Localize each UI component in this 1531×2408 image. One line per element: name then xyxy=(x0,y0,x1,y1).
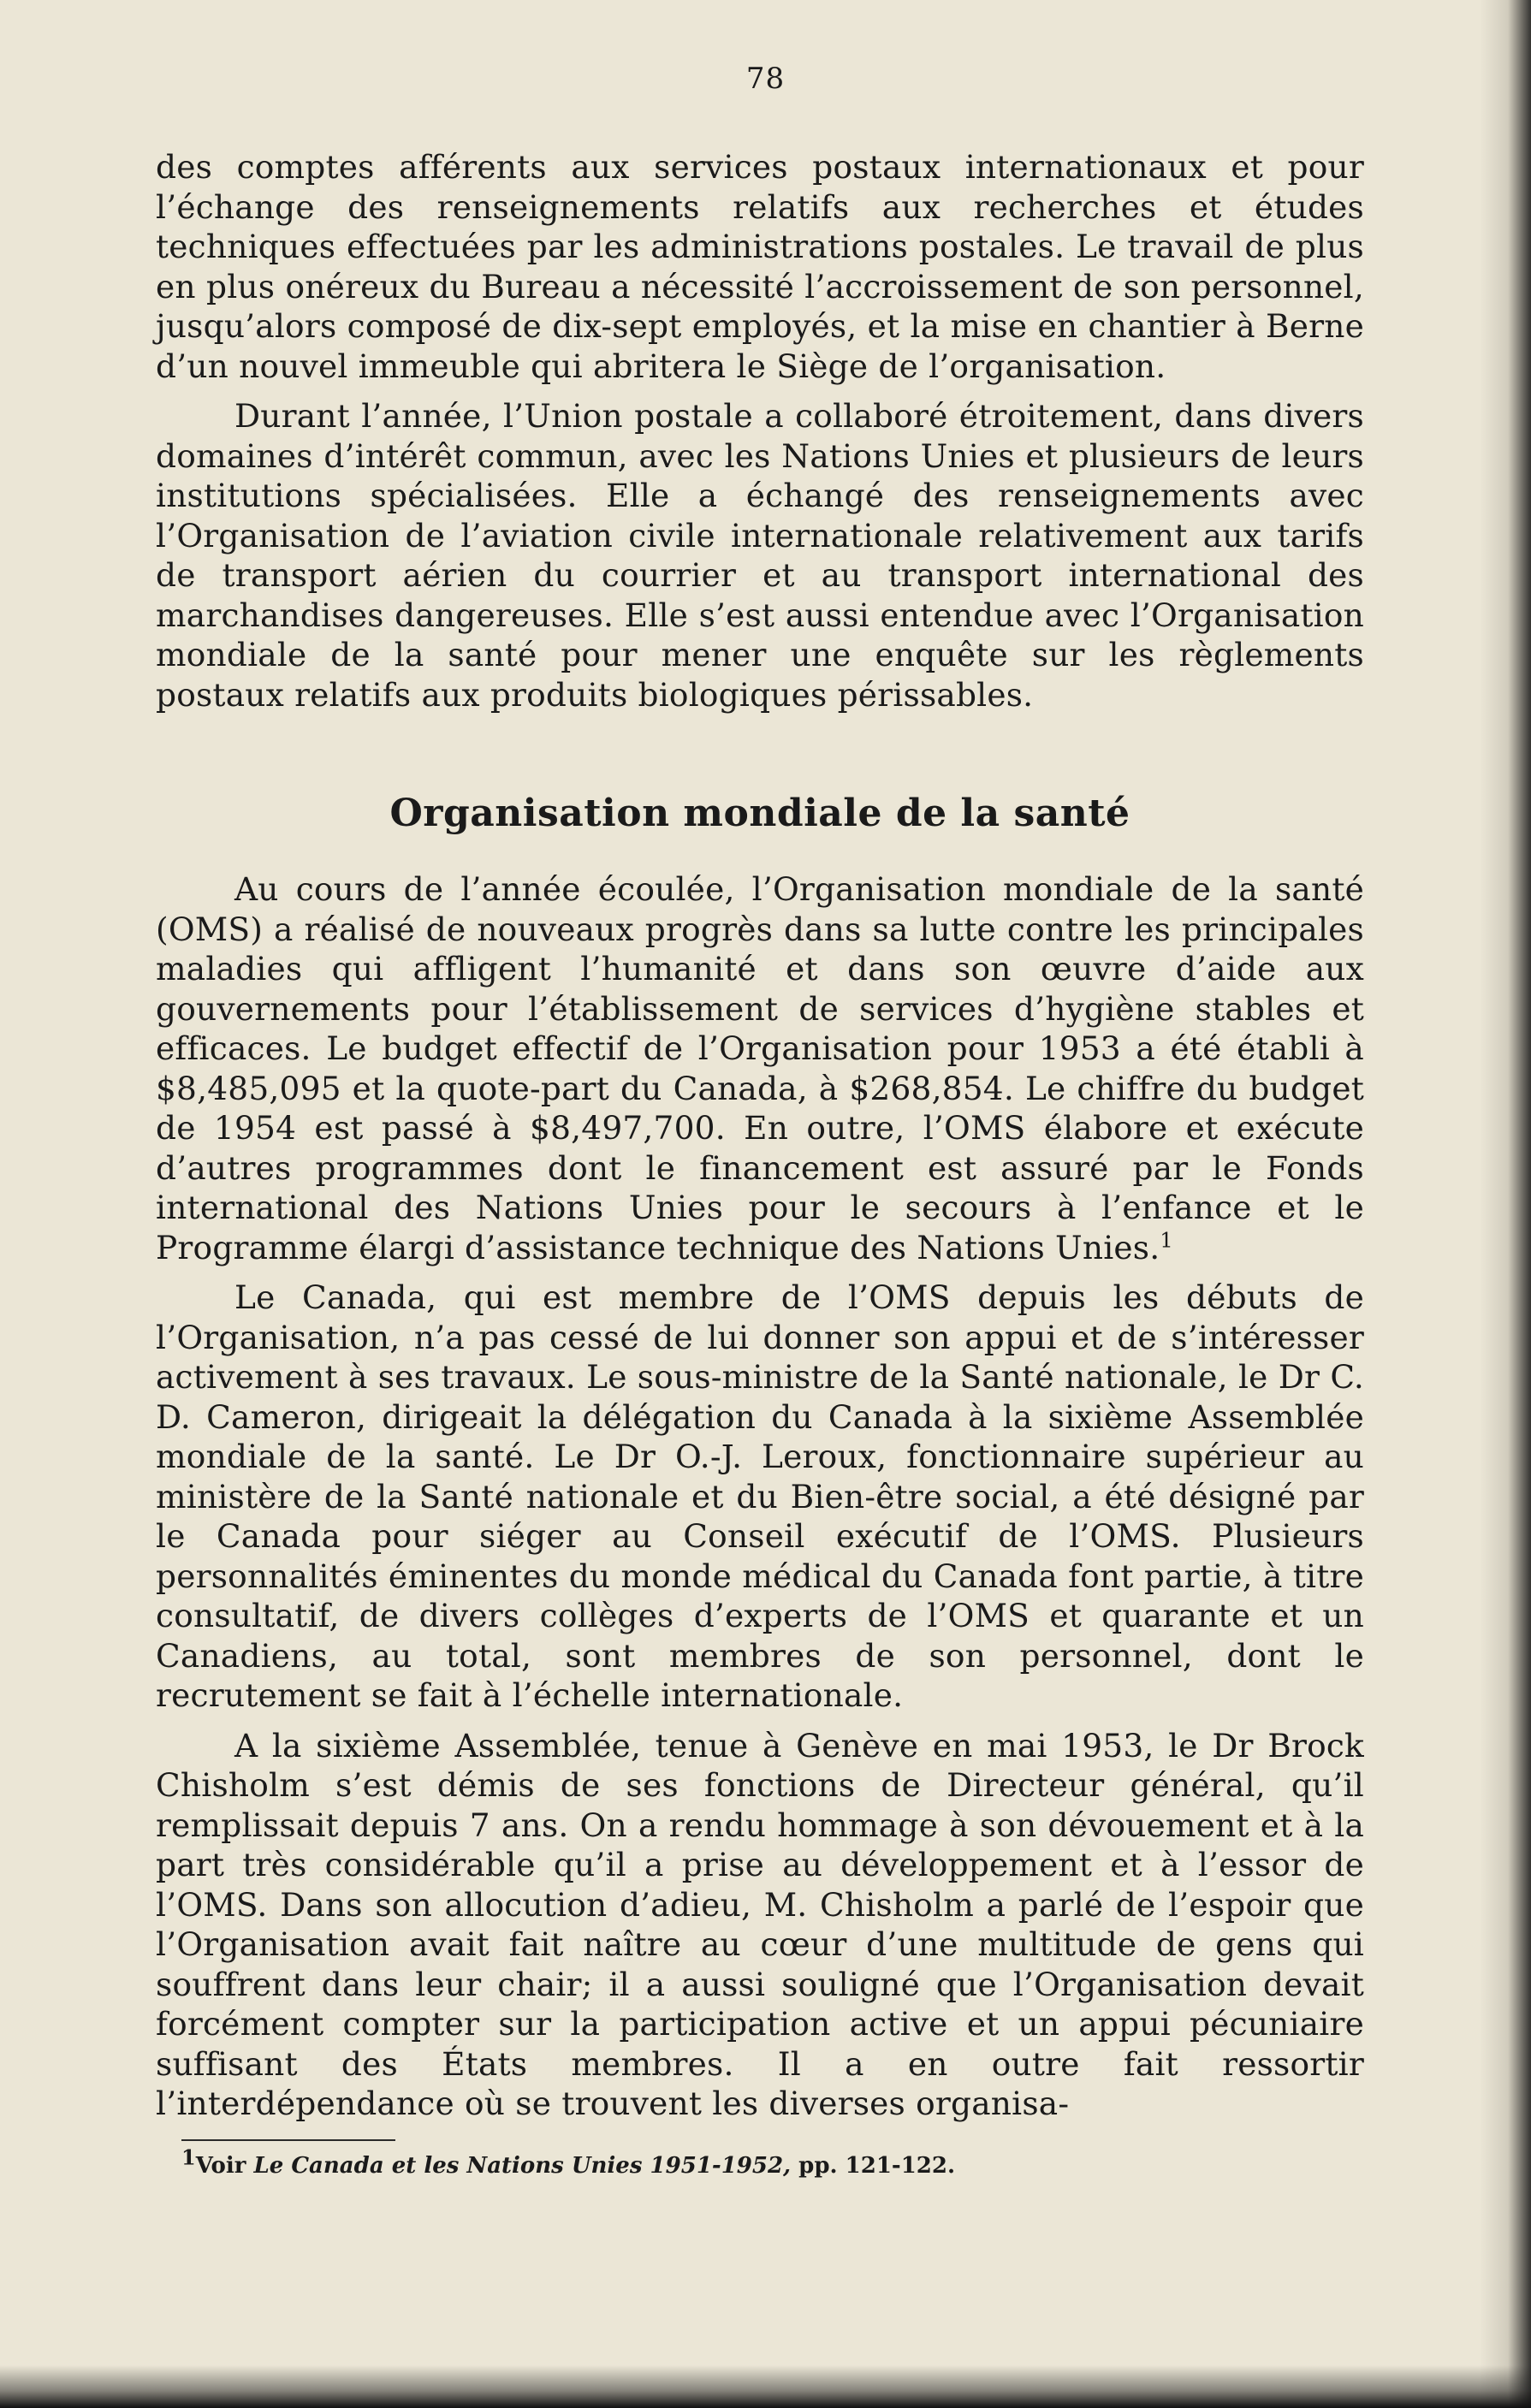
paragraph-oms-budget xyxy=(156,869,1364,1267)
footnote-prefix: Voir xyxy=(195,2152,254,2179)
page-edge-shadow xyxy=(1480,0,1531,2408)
footnote-marker: 1 xyxy=(181,2144,196,2169)
footnote xyxy=(181,2144,1364,2179)
paragraph-sixth-assembly: A la sixième Assemblée, tenue à Genève en mai 1953, le Dr Brock Chisholm s’est démis de ses fonctions de Directeur général, qu’il remplissait depuis 7 ans. On a rendu hommage à son dévouement et à la part très considérable qu’il a prise au développement et à l’essor de l’OMS. Dans son allocution d’adieu, M. Chisholm a parlé de l’espoir que l’Organisation avait fait naître au cœur d’une multitude de gens qui souffrent dans leur chair; il a aussi souligné que l’Organisation devait forcément compter sur la participation active et un appui pécuniaire suffisant des États membres. Il a en outre fait ressortir l’interdépendance où se trouvent les diverses organisa- xyxy=(156,1726,1364,2122)
page-bottom-shadow xyxy=(0,2365,1531,2408)
paragraph-canada-membership: Le Canada, qui est membre de l’OMS depuis les débuts de l’Organisation, n’a pas cessé de lui donner son appui et de s’intéresser activement à ses travaux. Le sous-ministre de la Santé nationale, le Dr C. D. Cameron, dirigeait la délégation du Canada à la sixième Assemblée mondiale de la santé. Le Dr O.-J. Leroux, fonctionnaire supérieur au ministère de la Santé nationale et du Bien-être social, a été désigné par le Canada pour siéger au Conseil exécutif de l’OMS. Plusieurs personnalités éminentes du monde médical du Canada font partie, à titre consultatif, de divers collèges d’experts de l’OMS et quarante et un Canadiens, au total, sont membres de son personnel, dont le recrutement se fait à l’échelle internationale. xyxy=(156,1278,1364,1714)
paragraph-upu-collaboration: Durant l’année, l’Union postale a collaboré étroitement, dans divers domaines d’intérêt commun, avec les Nations Unies et plusieurs de leurs institutions spécialisées. Elle a échangé des renseignements avec l’Organisation de l’aviation civile internationale relativement aux tarifs de transport aérien du courrier et au transport international des marchandises dangereuses. Elle s’est aussi entendue avec l’Organisation mondiale de la santé pour mener une enquête sur les règlements postaux relatifs aux produits biologiques périssables. xyxy=(156,397,1364,714)
paragraph-oms-budget-text: Au cours de l’année écoulée, l’Organisation mondiale de la santé (OMS) a réalisé de nouveaux progrès dans sa lutte contre les principales maladies qui affligent l’humanité et dans son œuvre d’aide aux gouvernements pour l’établissement de services d’hygiène stables et efficaces. Le budget effectif de l’Organisation pour 1953 a été établi à $8,485,095 et la quote-part du Canada, à $268,854. Le chiffre du budget de 1954 est passé à $8,497,700. En outre, l’OMS élabore et exécute d’autres programmes dont le financement est assuré par le Fonds international des Nations Unies pour le secours à l’enfance et le Programme élargi d’assistance technique des Nations Unies. xyxy=(156,870,1364,1266)
footnote-suffix: pp. 121-122. xyxy=(791,2152,956,2179)
footnote-reference: 1 xyxy=(1160,1228,1173,1252)
page-body xyxy=(156,147,1364,2179)
section-heading-oms: Organisation mondiale de la santé xyxy=(389,792,1130,835)
footnote-title: Le Canada et les Nations Unies 1951-1952, xyxy=(253,2152,792,2179)
footnote-divider xyxy=(181,2139,395,2141)
paragraph-upu-continued: des comptes afférents aux services postaux internationaux et pour l’échange des renseignements relatifs aux recherches et études techniques effectuées par les administrations postales. Le travail de plus en plus onéreux du Bureau a nécessité l’accroissement de son personnel, jusqu’alors composé de dix-sept employés, et la mise en chantier à Berne d’un nouvel immeuble qui abritera le Siège de l’organisation. xyxy=(156,148,1364,385)
page-number: 78 xyxy=(745,62,786,96)
